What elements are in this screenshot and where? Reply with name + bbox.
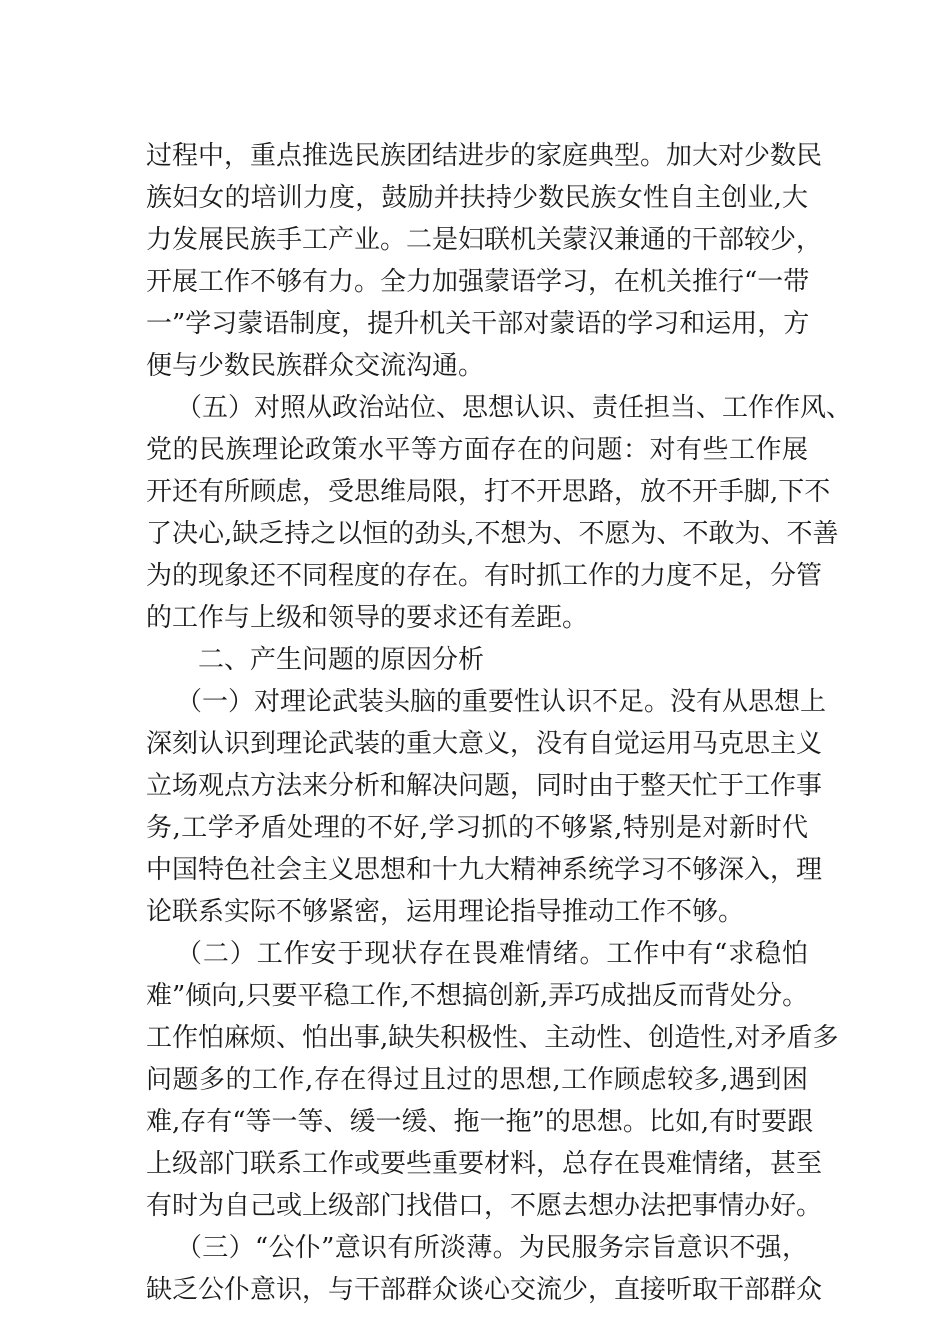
text-line-8: 党的民族理论政策水平等方面存在的问题：对有些工作展 bbox=[146, 435, 808, 465]
text-line-3: 力发展民族手工产业。二是妇联机关蒙汉兼通的干部较少， bbox=[146, 225, 823, 255]
text-line-18: 中国特色社会主义思想和十九大精神系统学习不够深入，理 bbox=[146, 855, 823, 885]
text-line-21: 难”倾向,只要平稳工作,不想搞创新,弄巧成拙反而背处分。 bbox=[146, 981, 809, 1011]
text-line-4: 开展工作不够有力。全力加强蒙语学习，在机关推行“一带 bbox=[146, 267, 810, 297]
text-line-6: 便与少数民族群众交流沟通。 bbox=[146, 351, 485, 381]
text-line-25: 上级部门联系工作或要些重要材料，总存在畏难情绪，甚至 bbox=[146, 1149, 823, 1179]
text-line-5: 一”学习蒙语制度，提升机关干部对蒙语的学习和运用，方 bbox=[146, 309, 810, 339]
text-line-23: 问题多的工作,存在得过且过的思想,工作顾虑较多,遇到困 bbox=[146, 1065, 808, 1095]
section-heading: 二、产生问题的原因分析 bbox=[198, 645, 485, 675]
text-line-27: （三）“公仆”意识有所淡薄。为民服务宗旨意识不强， bbox=[176, 1233, 808, 1263]
text-line-20: （二）工作安于现状存在畏难情绪。工作中有“求稳怕 bbox=[176, 939, 808, 969]
text-line-12: 的工作与上级和领导的要求还有差距。 bbox=[146, 603, 589, 633]
text-line-9: 开还有所顾虑，受思维局限，打不开思路，放不开手脚,下不 bbox=[146, 477, 831, 507]
text-line-17: 务,工学矛盾处理的不好,学习抓的不够紧,特别是对新时代 bbox=[146, 813, 808, 843]
text-line-1: 过程中，重点推选民族团结进步的家庭典型。加大对少数民 bbox=[146, 141, 823, 171]
text-line-26: 有时为自己或上级部门找借口，不愿去想办法把事情办好。 bbox=[146, 1191, 823, 1221]
text-line-15: 深刻认识到理论武装的重大意义，没有自觉运用马克思主义 bbox=[146, 729, 823, 759]
text-line-28: 缺乏公仆意识，与干部群众谈心交流少，直接听取干部群众 bbox=[146, 1275, 823, 1305]
text-line-10: 了决心,缺乏持之以恒的劲头,不想为、不愿为、不敢为、不善 bbox=[146, 519, 839, 549]
text-line-2: 族妇女的培训力度，鼓励并扶持少数民族女性自主创业,大 bbox=[146, 183, 808, 213]
text-line-22: 工作怕麻烦、怕出事,缺失积极性、主动性、创造性,对矛盾多 bbox=[146, 1023, 839, 1053]
text-line-7: （五）对照从政治站位、思想认识、责任担当、工作作风、 bbox=[176, 393, 853, 423]
text-line-19: 论联系实际不够紧密，运用理论指导推动工作不够。 bbox=[146, 897, 745, 927]
text-line-11: 为的现象还不同程度的存在。有时抓工作的力度不足，分管 bbox=[146, 561, 823, 591]
text-line-16: 立场观点方法来分析和解决问题，同时由于整天忙于工作事 bbox=[146, 771, 823, 801]
text-line-14: （一）对理论武装头脑的重要性认识不足。没有从思想上 bbox=[176, 687, 827, 717]
text-line-24: 难,存有“等一等、缓一缓、拖一拖”的思想。比如,有时要跟 bbox=[146, 1107, 814, 1137]
